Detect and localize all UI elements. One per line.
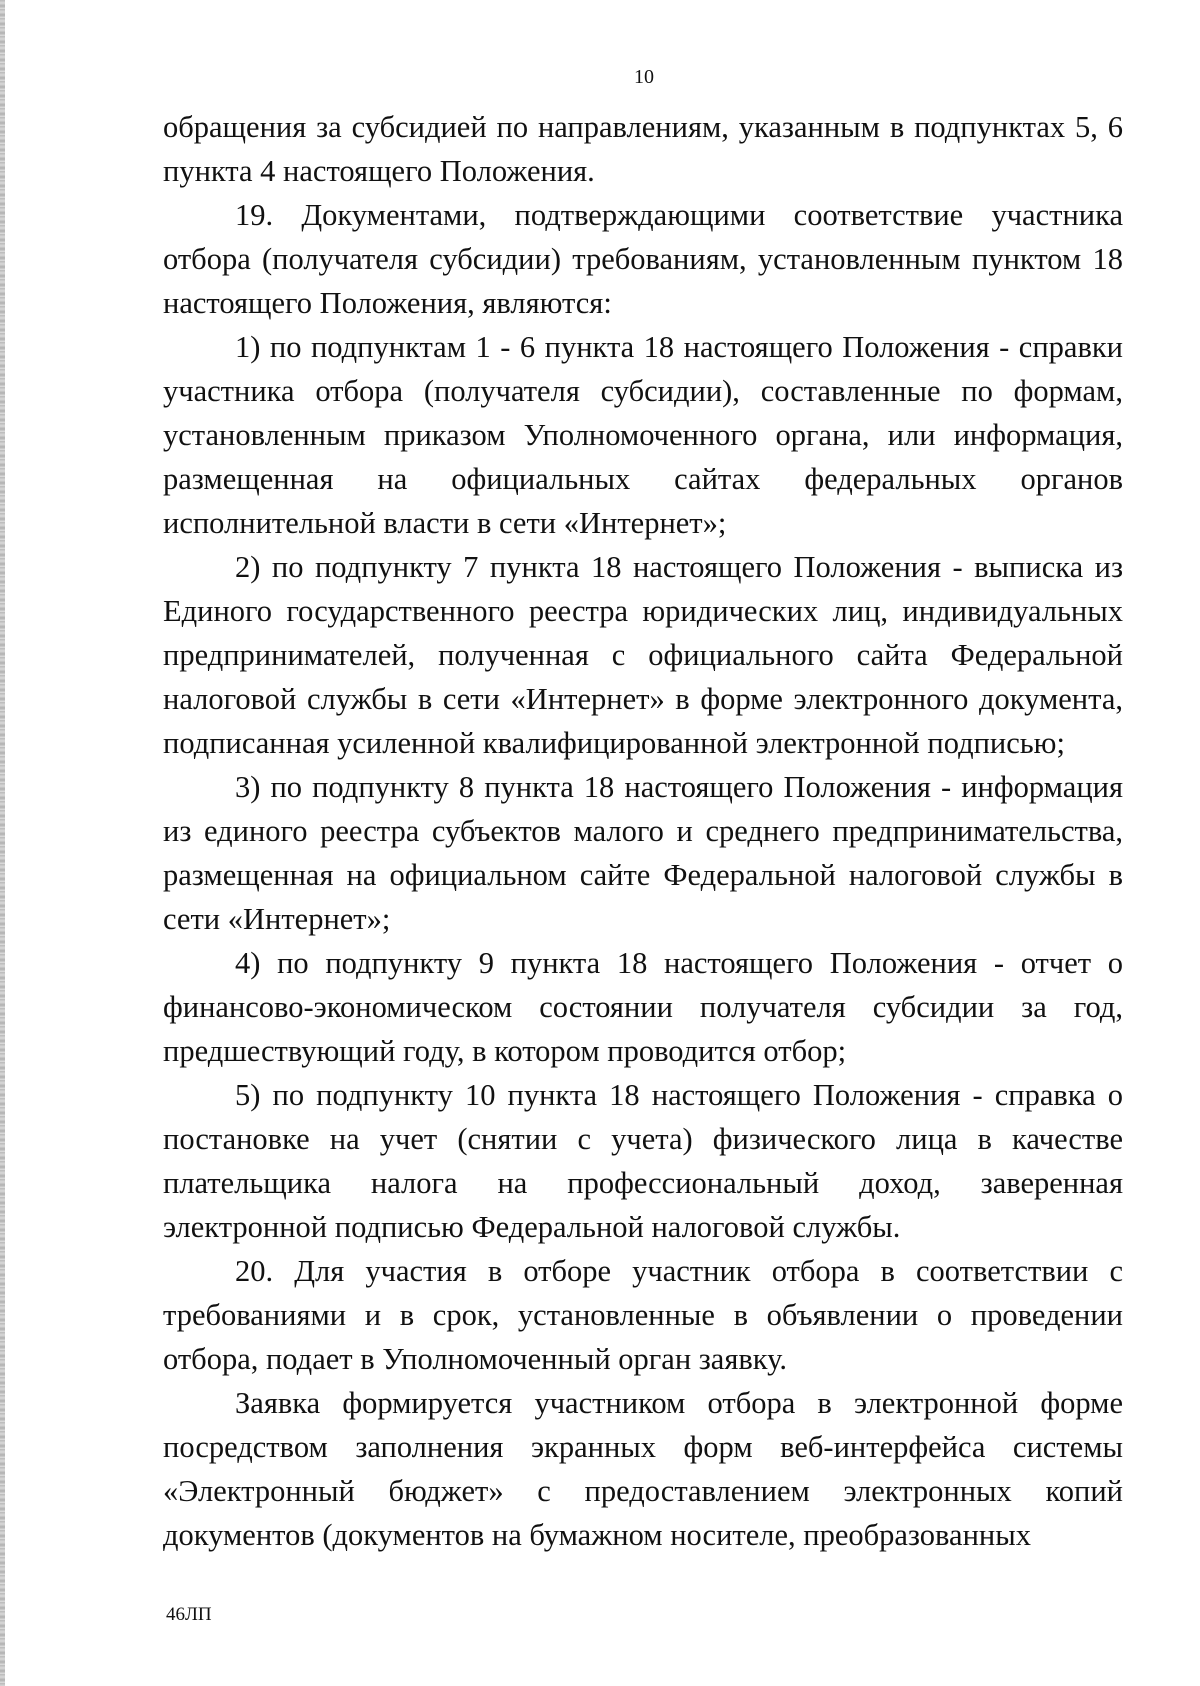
paragraph-application: Заявка формируется участником отбора в электронной форме посредством заполнения экранных форм веб-интерфейса системы «Электронный бюджет» с предоставлением электронных копий документов (документов на бумажном носителе, преобразованных xyxy=(163,1386,1123,1552)
paragraph-19-item-1: 1) по подпунктам 1 - 6 пункта 18 настоящего Положения - справки участника отбора (получателя субсидии), составленные по формам, установленным приказом Уполномоченного органа, или информация, размещенная на официальных сайтах федеральных органов исполнительной власти в сети «Интернет»; xyxy=(163,330,1123,540)
paragraph-19-item-3: 3) по подпункту 8 пункта 18 настоящего Положения - информация из единого реестра субъектов малого и среднего предпринимательства, размещенная на официальном сайте Федеральной налоговой службы в сети «Интернет»; xyxy=(163,770,1123,936)
document-body xyxy=(163,105,1123,1557)
paragraph-continuation: обращения за субсидией по направлениям, указанным в подпунктах 5, 6 пункта 4 настоящего Положения. xyxy=(163,110,1123,188)
scan-edge xyxy=(0,0,5,1686)
footer-document-code: 46ЛП xyxy=(166,1604,212,1625)
paragraph-19: 19. Документами, подтверждающими соответствие участника отбора (получателя субсидии) требованиям, установленным пунктом 18 настоящего Положения, являются: xyxy=(163,198,1123,320)
paragraph-19-item-4: 4) по подпункту 9 пункта 18 настоящего Положения - отчет о финансово-экономическом состоянии получателя субсидии за год, предшествующий году, в котором проводится отбор; xyxy=(163,946,1123,1068)
paragraph-20: 20. Для участия в отборе участник отбора в соответствии с требованиями и в срок, установленные в объявлении о проведении отбора, подает в Уполномоченный орган заявку. xyxy=(163,1254,1123,1376)
paragraph-19-item-5: 5) по подпункту 10 пункта 18 настоящего Положения - справка о постановке на учет (снятии с учета) физического лица в качестве плательщика налога на профессиональный доход, заверенная электронной подписью Федеральной налоговой службы. xyxy=(163,1078,1123,1244)
paragraph-19-item-2: 2) по подпункту 7 пункта 18 настоящего Положения - выписка из Единого государственного реестра юридических лиц, индивидуальных предпринимателей, полученная с официального сайта Федеральной налоговой службы в сети «Интернет» в форме электронного документа, подписанная усиленной квалифицированной электронной подписью; xyxy=(163,550,1123,760)
page-number: 10 xyxy=(634,66,654,88)
